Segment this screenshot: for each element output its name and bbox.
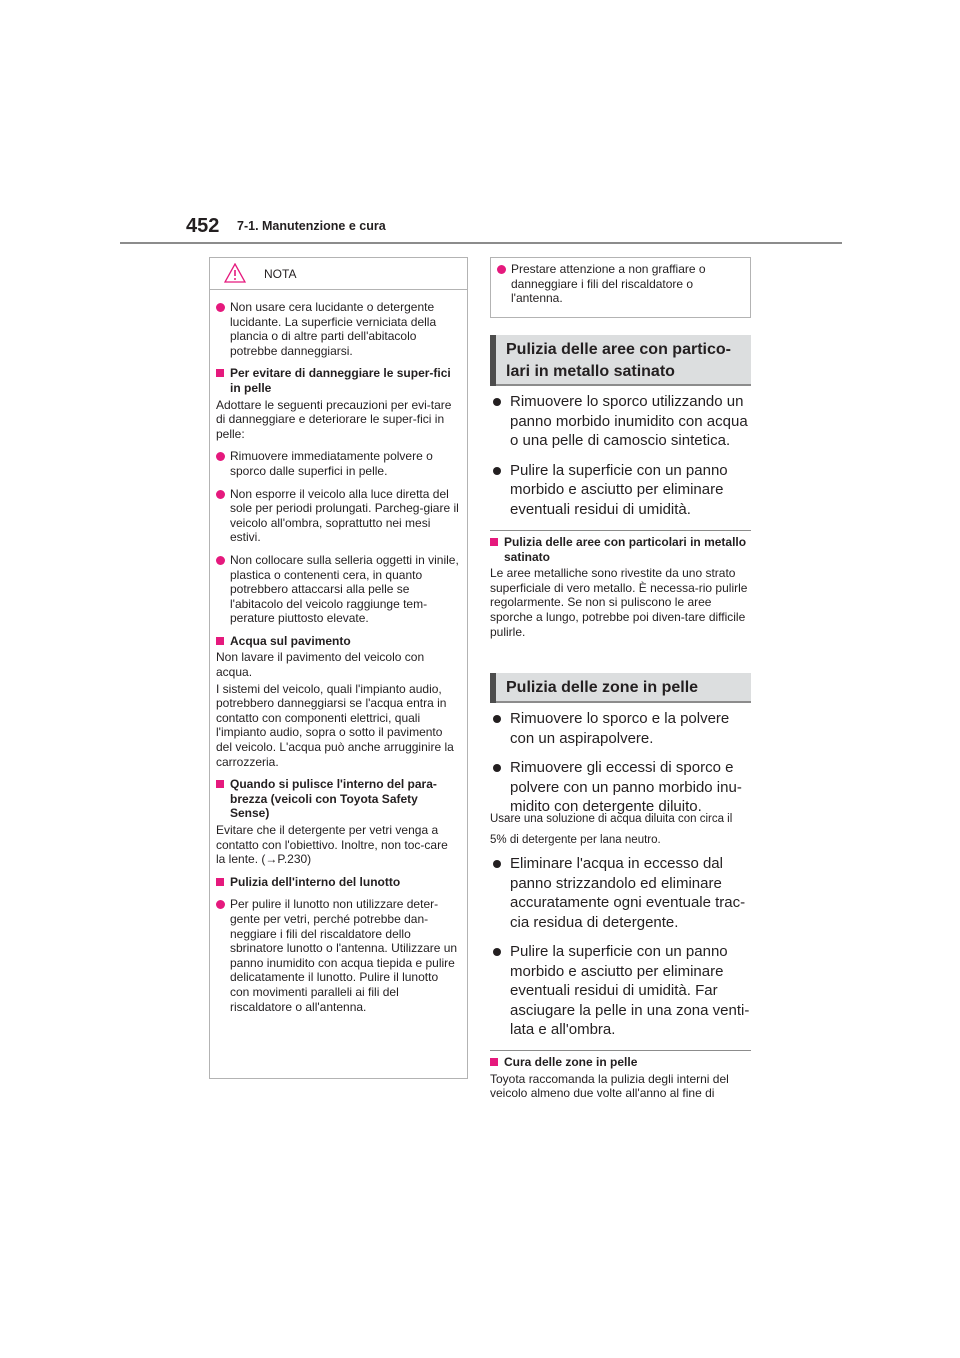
subsection-leather-care	[490, 1055, 751, 1101]
bullet-icon	[493, 715, 501, 723]
bullet-icon	[216, 303, 225, 312]
subsection-title	[216, 366, 459, 395]
bullet-icon	[216, 900, 225, 909]
header-rule	[120, 242, 842, 244]
paragraph	[216, 650, 459, 679]
bullet-icon	[493, 948, 501, 956]
list-item	[490, 709, 751, 748]
paragraph	[216, 682, 459, 770]
item-text: Non usare cera lucidante o detergente lucidante. La superficie verniciata della plancia o di altre parti dell'abitacolo potrebbe danneggiarsi.	[230, 300, 437, 358]
nota-box	[209, 257, 468, 1079]
subsection-metal	[490, 535, 751, 639]
subsection-title-text: Cura delle zone in pelle	[504, 1055, 638, 1069]
list-item	[216, 487, 459, 545]
item-text: Non esporre il veicolo alla luce diretta del sole per periodi prolungati. Parcheg-giare il veicolo all'ombra, soprattutto nei mesi estivi.	[230, 486, 459, 545]
top-note-box	[490, 257, 751, 318]
item-text: Pulizia dell'interno del lunotto	[230, 874, 401, 889]
subsection-title	[216, 634, 459, 649]
square-bullet-icon	[216, 369, 224, 377]
section-title: 7-1. Manutenzione e cura	[237, 219, 386, 233]
square-bullet-icon	[216, 780, 224, 788]
square-bullet-icon	[490, 1058, 498, 1066]
bullet-icon	[216, 490, 225, 499]
list-item	[490, 758, 751, 817]
item-text: Non collocare sulla selleria oggetti in vinile, plastica o contenenti cera, in quanto potrebbero attaccarsi alla pelle se l'abitacolo del veicolo raggiunge tem-perature piuttosto elevate.	[230, 552, 459, 626]
square-bullet-icon	[216, 637, 224, 645]
item-text: Pulire la superficie con un panno morbido e asciutto per eliminare eventuali residui di umidità. Far asciugare la pelle in una zona venti-lata e all'ombra.	[510, 943, 750, 1038]
item-text: Adottare le seguenti precauzioni per evi-tare di danneggiare e deteriorare le super-fici in pelle:	[216, 397, 452, 441]
bullet-icon	[493, 398, 501, 406]
heading-zone-pelle: Pulizia delle zone in pelle	[490, 673, 751, 703]
nota-label: NOTA	[264, 267, 297, 281]
subsection-title-text: Pulizia delle aree con particolari in metallo satinato	[504, 535, 747, 564]
top-note-text: Prestare attenzione a non graffiare o danneggiare i fili del riscaldatore o l'antenna.	[511, 262, 706, 306]
item-text: Acqua sul pavimento	[230, 633, 351, 648]
item-text: Non lavare il pavimento del veicolo con acqua.	[216, 650, 425, 680]
item-text: Rimuovere gli eccessi di sporco e polvere con un panno morbido inu-midito con detergente diluito.	[510, 759, 742, 815]
list-item	[216, 897, 459, 1014]
list-item	[216, 300, 459, 358]
bullet-icon	[497, 265, 506, 274]
item-text: Rimuovere lo sporco utilizzando un panno morbido inumidito con acqua o una pelle di camoscio sintetica.	[510, 393, 748, 449]
heading-metal-satinato: Pulizia delle aree con partico-lari in metallo satinato	[490, 335, 751, 386]
list-item	[490, 461, 751, 520]
nota-header	[210, 258, 467, 290]
subsection-title	[490, 535, 751, 564]
list-leather-drying	[490, 854, 751, 1050]
bullet-icon	[493, 467, 501, 475]
square-bullet-icon	[216, 878, 224, 886]
nota-body	[210, 290, 467, 1014]
bullet-icon	[216, 556, 225, 565]
subsection-text: Le aree metalliche sono rivestite da uno strato superficiale di vero metallo. È necessa-rio pulirle regolarmente. Se non si puliscono le aree sporche a lungo, potrebbe poi diven-tare difficile pulirle.	[490, 566, 748, 639]
bullet-icon	[216, 452, 225, 461]
list-item	[490, 942, 751, 1040]
item-text: Pulire la superficie con un panno morbido e asciutto per eliminare eventuali residui di umidità.	[510, 461, 728, 518]
subsection-title	[216, 777, 459, 821]
right-column	[490, 257, 751, 318]
item-text: Rimuovere lo sporco e la polvere con un aspirapolvere.	[510, 710, 730, 747]
dilution-note: Usare una soluzione di acqua diluita con circa il 5% di detergente per lana neutro.	[490, 813, 733, 846]
item-text: Evitare che il detergente per vetri venga a contatto con l'obiettivo. Inoltre, non toc-care la lente. (→P.230)	[216, 823, 448, 867]
list-item	[216, 553, 459, 626]
list-item	[216, 449, 459, 478]
warning-icon	[224, 263, 246, 283]
paragraph	[216, 398, 459, 442]
paragraph	[216, 823, 459, 867]
list-metal-cleaning	[490, 392, 751, 529]
item-text: Per evitare di danneggiare le super-fici in pelle	[230, 366, 451, 395]
subsection-text: Toyota raccomanda la pulizia degli interni del veicolo almeno due volte all'anno al fine di	[490, 1071, 729, 1101]
item-text: Rimuovere immediatamente polvere o sporco dalle superfici in pelle.	[230, 449, 433, 478]
item-text: Per pulire il lunotto non utilizzare deter-gente per vetri, perché potrebbe dan-neggiare i fili del riscaldatore dello sbrinatore lunotto o l'antenna. Utilizzare un panno inumidito con acqua tiepida e pulire delicatamente il lunotto. Pulire il lunotto con movimenti paralleli ai fili del riscaldatore o all'antenna.	[230, 897, 458, 1014]
subsection-title	[490, 1055, 751, 1070]
list-item	[490, 854, 751, 932]
subsection-title	[216, 875, 459, 890]
item-text: I sistemi del veicolo, quali l'impianto audio, potrebbero danneggiarsi se l'acqua entra in contatto con componenti elettrici, quali l'impianto audio, sopra o sotto il pavimento del veicolo. L'acqua può anche arrugginire la carrozzeria.	[216, 681, 454, 769]
list-item	[497, 262, 742, 306]
page-number: 452	[186, 215, 220, 237]
item-text: Quando si pulisce l'interno del para-brezza (veicoli con Toyota Safety Sense)	[230, 777, 437, 821]
square-bullet-icon	[490, 538, 498, 546]
bullet-icon	[493, 860, 501, 868]
list-item	[490, 392, 751, 451]
subsection-rule	[490, 530, 751, 531]
bullet-icon	[493, 764, 501, 772]
subsection-rule	[490, 1050, 751, 1051]
item-text: Eliminare l'acqua in eccesso dal panno strizzandolo ed eliminare accuratamente ogni eventuale trac-cia residua di detergente.	[510, 855, 746, 931]
